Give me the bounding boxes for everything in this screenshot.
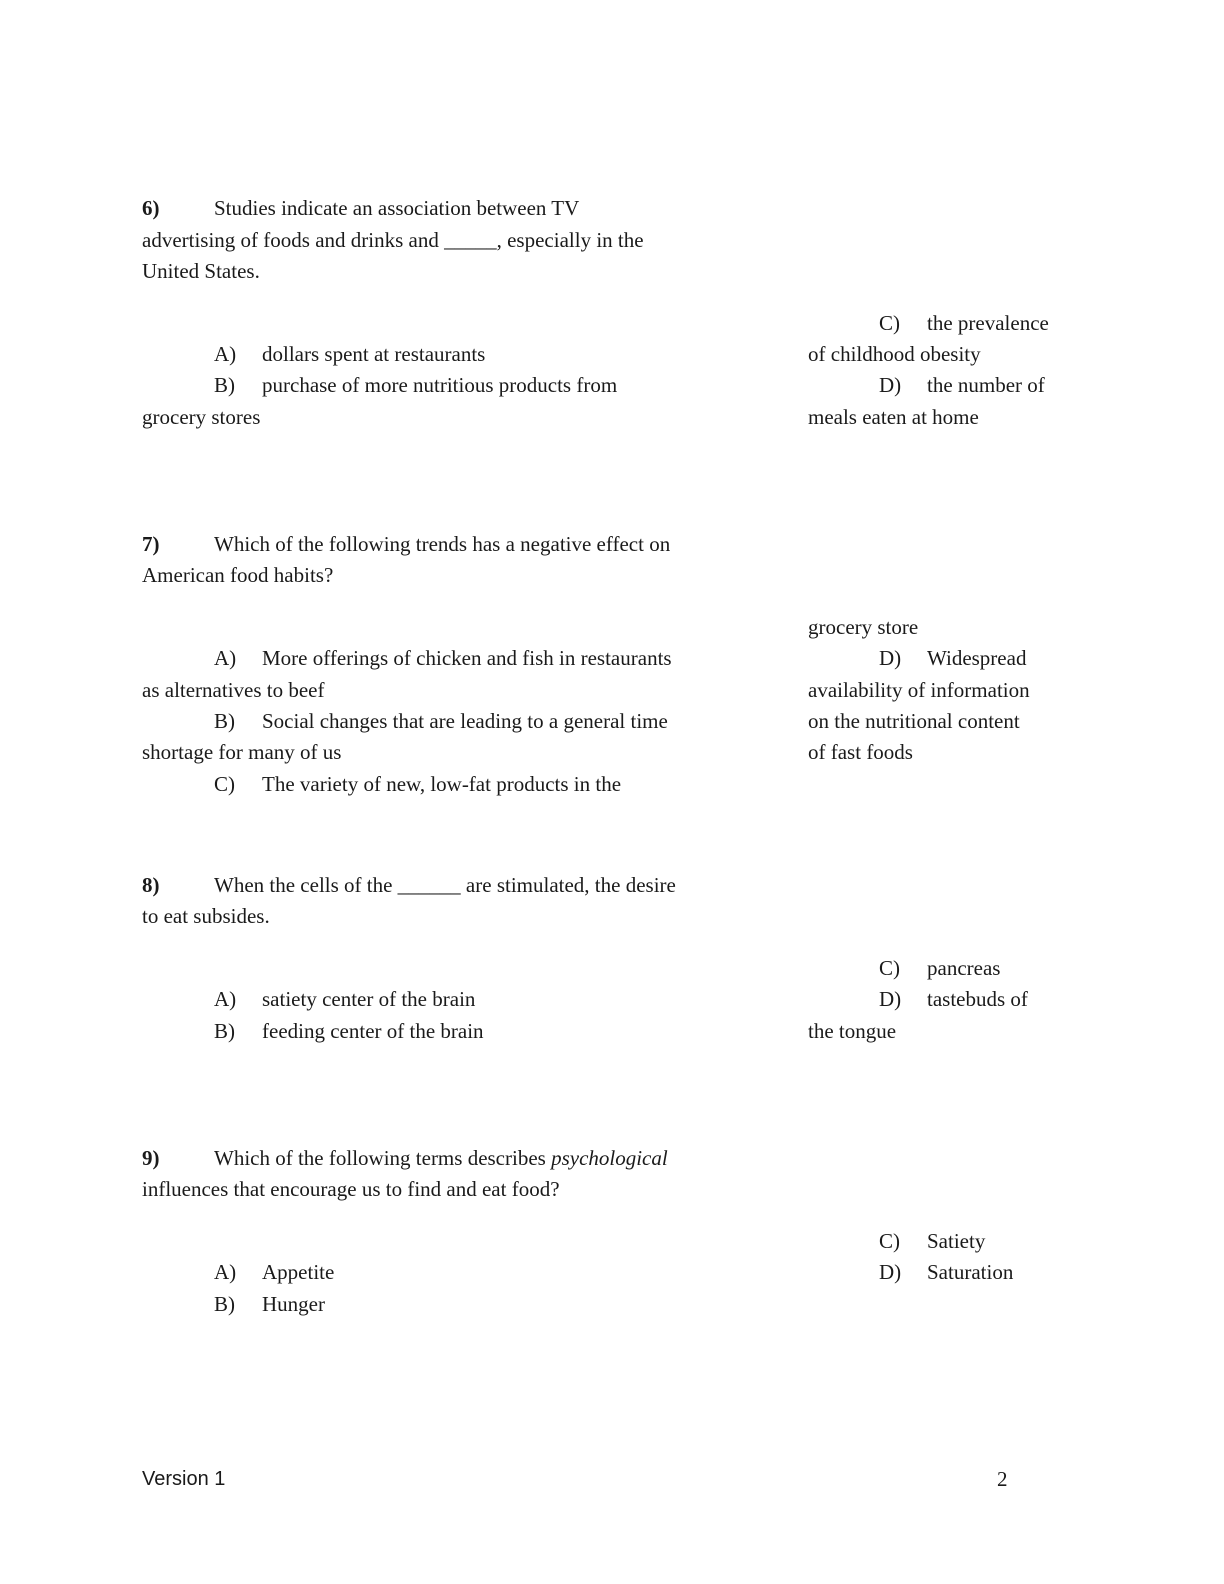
question-6-stem-line-3: United States.: [142, 259, 260, 283]
question-6-option-c: [879, 310, 1049, 336]
question-7-option-c-continued: grocery store: [808, 615, 919, 639]
question-6-option-a: [214, 341, 485, 367]
option-text: Satiety: [927, 1229, 986, 1253]
question-text: When the cells of the ______ are stimulated, the desire: [214, 873, 676, 897]
question-8-option-d-continued: the tongue: [808, 1019, 897, 1043]
option-text: Saturation: [927, 1260, 1014, 1284]
option-label: B): [214, 373, 235, 397]
option-label: C): [879, 956, 900, 980]
question-number: 7): [142, 532, 160, 556]
question-7-option-a: [214, 645, 672, 671]
question-text: Which of the following trends has a negative effect on: [214, 532, 671, 556]
question-8-option-d: [879, 986, 1028, 1012]
option-text: feeding center of the brain: [262, 1019, 484, 1043]
question-7-option-c: [214, 771, 621, 797]
option-label: A): [214, 987, 237, 1011]
option-text: satiety center of the brain: [262, 987, 476, 1011]
option-label: D): [879, 1260, 902, 1284]
option-label: B): [214, 1292, 235, 1316]
question-6-stem-line-2: advertising of foods and drinks and _____, especially in the: [142, 228, 644, 252]
question-7-option-b: [214, 708, 668, 734]
question-6-option-b-continued: grocery stores: [142, 405, 261, 429]
question-9-stem-line-2: influences that encourage us to find and eat food?: [142, 1177, 560, 1201]
question-6-option-d-continued: meals eaten at home: [808, 405, 979, 429]
option-text: Appetite: [262, 1260, 335, 1284]
question-9-option-c: [879, 1228, 985, 1254]
option-label: B): [214, 1019, 235, 1043]
question-8-stem-line-1: [142, 872, 676, 898]
question-9-option-a: [214, 1259, 334, 1285]
question-8-stem-line-2: to eat subsides.: [142, 904, 270, 928]
option-text: the number of: [927, 373, 1045, 397]
question-7-option-d-continued-3: of fast foods: [808, 740, 913, 764]
question-8-option-b: [214, 1018, 484, 1044]
option-text: purchase of more nutritious products from: [262, 373, 618, 397]
question-7-option-d: [879, 645, 1026, 671]
option-text: The variety of new, low-fat products in the: [262, 772, 622, 796]
question-text: Studies indicate an association between TV: [214, 196, 580, 220]
question-number: 9): [142, 1146, 160, 1170]
question-7-option-a-continued: as alternatives to beef: [142, 678, 325, 702]
question-7-option-d-continued-1: availability of information: [808, 678, 1030, 702]
question-7-stem-line-1: [142, 531, 670, 557]
question-7-option-d-continued-2: on the nutritional content: [808, 709, 1020, 733]
question-number: 8): [142, 873, 160, 897]
option-label: A): [214, 1260, 237, 1284]
question-text-emphasis: psychological: [551, 1146, 668, 1170]
footer-version: Version 1: [142, 1468, 226, 1490]
option-text: the prevalence: [927, 311, 1049, 335]
question-8-option-c: [879, 955, 1000, 981]
option-text: Social changes that are leading to a general time: [262, 709, 668, 733]
option-text: pancreas: [927, 956, 1001, 980]
option-label: D): [879, 373, 902, 397]
option-label: A): [214, 646, 237, 670]
option-label: D): [879, 987, 902, 1011]
option-label: D): [879, 646, 902, 670]
question-number: 6): [142, 196, 160, 220]
question-7-stem-line-2: American food habits?: [142, 563, 334, 587]
option-text: More offerings of chicken and fish in restaurants: [262, 646, 672, 670]
option-label: C): [879, 1229, 900, 1253]
question-8-option-a: [214, 986, 475, 1012]
option-label: B): [214, 709, 235, 733]
option-label: C): [214, 772, 235, 796]
question-7-option-b-continued: shortage for many of us: [142, 740, 342, 764]
option-text: Hunger: [262, 1292, 325, 1316]
question-6-option-b: [214, 372, 617, 398]
question-6-option-c-continued: of childhood obesity: [808, 342, 981, 366]
option-text: Widespread: [927, 646, 1027, 670]
option-text: dollars spent at restaurants: [262, 342, 486, 366]
option-label: A): [214, 342, 237, 366]
question-6-option-d: [879, 372, 1045, 398]
option-label: C): [879, 311, 900, 335]
question-9-option-d: [879, 1259, 1013, 1285]
question-9-stem-line-1: [142, 1145, 668, 1171]
footer-page-number: 2: [997, 1467, 1008, 1491]
question-6-stem-line-1: [142, 195, 579, 221]
question-text: Which of the following terms describes: [214, 1146, 552, 1170]
option-text: tastebuds of: [927, 987, 1028, 1011]
question-9-option-b: [214, 1291, 325, 1317]
